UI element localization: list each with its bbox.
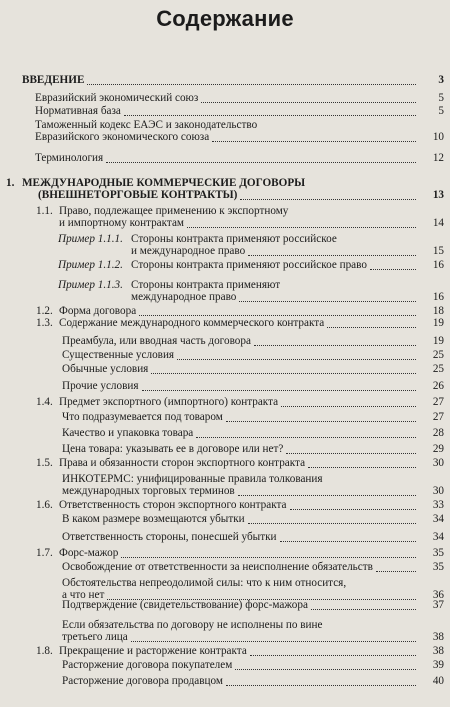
dot-leader <box>235 669 416 670</box>
dot-leader <box>311 609 416 610</box>
toc-entry <box>0 412 450 426</box>
page-number: 27 <box>432 396 444 408</box>
toc-entry <box>0 280 450 305</box>
toc-entry-title: Стороны контракта применяют российское <box>131 233 337 245</box>
page-number: 16 <box>432 259 444 271</box>
page-number: 3 <box>438 74 444 86</box>
dot-leader <box>124 115 416 116</box>
page-number: 13 <box>432 188 444 201</box>
toc-entry-title: Терминология <box>35 152 104 164</box>
page-number: 19 <box>432 335 444 347</box>
toc-entry-title: Что подразумевается под товаром <box>62 411 223 423</box>
toc-entry-title: Евразийского экономического союза <box>35 130 210 143</box>
toc-entry <box>0 458 450 472</box>
page-number: 28 <box>432 427 444 439</box>
section-number: 1.7. <box>36 547 53 559</box>
section-number: 1.1. <box>36 205 53 217</box>
toc-entry-title: Ответственность сторон экспортного контракта <box>59 499 287 511</box>
toc-entry <box>0 234 450 259</box>
toc-entry-title: Обычные условия <box>62 363 149 375</box>
page-number: 5 <box>438 105 444 117</box>
page-number: 29 <box>432 443 444 455</box>
dot-leader <box>308 467 416 468</box>
toc-entry-title: ИНКОТЕРМС: унифицированные правила толкования <box>62 473 323 485</box>
toc-entry-title: Качество и упаковка товара <box>62 427 194 439</box>
toc-entry-title: Существенные условия <box>62 349 175 361</box>
page-number: 25 <box>432 349 444 361</box>
page-number: 25 <box>432 363 444 375</box>
toc-entry <box>0 444 450 458</box>
toc-entry <box>0 500 450 514</box>
toc-entry-title: Если обязательства по договору не исполнены по вине <box>62 619 323 631</box>
dot-leader <box>238 495 416 496</box>
dot-leader <box>240 199 416 200</box>
dot-leader <box>370 269 416 270</box>
toc-entry-title: Таможенный кодекс ЕАЭС и законодательство <box>35 119 258 131</box>
page-number: 27 <box>432 411 444 423</box>
toc-entry <box>0 620 450 645</box>
page-number: 10 <box>432 130 444 143</box>
dot-leader <box>201 102 416 103</box>
dot-leader <box>290 509 416 510</box>
toc-entry-title: МЕЖДУНАРОДНЫЕ КОММЕРЧЕСКИЕ ДОГОВОРЫ <box>22 177 306 189</box>
toc-entry <box>0 660 450 674</box>
toc-entry-title: Прекращение и расторжение контракта <box>59 645 247 657</box>
dot-leader <box>106 162 416 163</box>
toc-entry-title: (ВНЕШНЕТОРГОВЫЕ КОНТРАКТЫ) <box>38 188 238 201</box>
dot-leader <box>196 437 416 438</box>
page-number: 34 <box>432 531 444 543</box>
toc-entry-title: а что нет <box>62 588 105 601</box>
toc-entry <box>0 532 450 546</box>
dot-leader <box>226 421 416 422</box>
page-number: 39 <box>432 659 444 671</box>
dot-leader <box>139 315 416 316</box>
toc-entry <box>0 428 450 442</box>
toc-entry <box>0 514 450 528</box>
section-number: 1.5. <box>36 457 53 469</box>
toc-entry <box>0 562 450 576</box>
dot-leader <box>248 523 416 524</box>
page-number: 33 <box>432 499 444 511</box>
dot-leader <box>286 453 416 454</box>
toc-entry-title: Цена товара: указывать ее в договоре или нет? <box>62 443 284 455</box>
page-number: 18 <box>432 305 444 317</box>
dot-leader <box>142 390 416 391</box>
example-label: Пример 1.1.2. <box>58 259 123 271</box>
toc-entry-title: Предмет экспортного (импортного) контракта <box>59 396 279 408</box>
page-title: Содержание <box>156 6 294 31</box>
toc-entry-title: Подтверждение (свидетельствование) форс-мажора <box>62 599 308 611</box>
dot-leader <box>87 84 416 85</box>
toc-entry-title: Освобождение от ответственности за неисполнение обязательств <box>62 561 373 573</box>
dot-leader <box>226 685 416 686</box>
dot-leader <box>281 406 416 407</box>
page-number: 37 <box>432 599 444 611</box>
section-number: 1.2. <box>36 305 53 317</box>
dot-leader <box>248 255 416 256</box>
toc-entry <box>0 153 450 167</box>
dot-leader <box>187 227 416 228</box>
dot-leader <box>250 655 416 656</box>
toc-entry <box>0 75 450 89</box>
toc-entry <box>0 120 450 145</box>
toc-entry-title: Расторжение договора покупателем <box>62 659 233 671</box>
dot-leader <box>131 641 416 642</box>
page-number: 16 <box>432 290 444 303</box>
example-label: Пример 1.1.1. <box>58 233 123 245</box>
toc-entry-title: ВВЕДЕНИЕ <box>22 74 85 86</box>
toc-entry-title: Форс-мажор <box>59 547 119 559</box>
page-number: 35 <box>432 561 444 573</box>
page-number: 19 <box>432 317 444 329</box>
page-number: 30 <box>432 484 444 497</box>
page-number: 34 <box>432 513 444 525</box>
toc-entry <box>0 676 450 690</box>
toc-entry-title: международных торговых терминов <box>62 484 235 497</box>
toc-entry-title: Нормативная база <box>35 105 121 117</box>
page-number: 38 <box>432 645 444 657</box>
toc-entry-title: Ответственность стороны, понесшей убытки <box>62 531 277 543</box>
page-number: 14 <box>432 216 444 229</box>
page-number: 35 <box>432 547 444 559</box>
toc-entry <box>0 260 450 274</box>
toc-entry <box>0 350 450 364</box>
dot-leader <box>254 345 416 346</box>
section-number: 1.3. <box>36 317 53 329</box>
toc-entry <box>0 206 450 231</box>
page-number: 15 <box>432 244 444 257</box>
toc-entry-title: Права и обязанности сторон экспортного контракта <box>59 457 306 469</box>
section-number: 1.6. <box>36 499 53 511</box>
toc-entry <box>0 364 450 378</box>
dot-leader <box>280 541 416 542</box>
toc-entry-title: третьего лица <box>62 630 128 643</box>
toc-entry-title: и международное право <box>131 244 246 257</box>
example-label: Пример 1.1.3. <box>58 279 123 291</box>
page-number: 12 <box>432 152 444 164</box>
toc-entry-title: В каком размере возмещаются убытки <box>62 513 245 525</box>
toc-entry <box>0 381 450 395</box>
toc-entry <box>0 600 450 614</box>
toc-entry <box>0 318 450 332</box>
dot-leader <box>327 327 416 328</box>
section-number: 1.8. <box>36 645 53 657</box>
dot-leader <box>177 359 416 360</box>
toc-entry <box>0 106 450 120</box>
toc-entry-title: Стороны контракта применяют <box>131 279 281 291</box>
toc-entry <box>0 178 450 203</box>
page-number: 40 <box>432 675 444 687</box>
toc-entry <box>0 474 450 499</box>
dot-leader <box>212 141 416 142</box>
dot-leader <box>151 373 416 374</box>
toc-entry-title: Стороны контракта применяют российское право <box>131 259 367 271</box>
toc-entry-title: Евразийский экономический союз <box>35 92 199 104</box>
page-number: 36 <box>432 588 444 601</box>
dot-leader <box>121 557 416 558</box>
toc-entry-title: Расторжение договора продавцом <box>62 675 223 687</box>
toc-entry-title: Право, подлежащее применению к экспортному <box>59 205 289 217</box>
page-number: 26 <box>432 380 444 392</box>
toc-entry <box>0 397 450 411</box>
toc-entry <box>0 336 450 350</box>
toc-entry-title: международное право <box>131 290 237 303</box>
dot-leader <box>376 571 416 572</box>
toc-entry-title: Форма договора <box>59 305 137 317</box>
section-number: 1.4. <box>36 396 53 408</box>
dot-leader <box>239 301 416 302</box>
section-number: 1. <box>6 177 15 189</box>
toc-entry-title: Содержание международного коммерческого контракта <box>59 317 325 329</box>
toc-entry-title: Преамбула, или вводная часть договора <box>62 335 251 347</box>
page-number: 38 <box>432 630 444 643</box>
toc-entry <box>0 646 450 660</box>
toc-entry-title: Обстоятельства непреодолимой силы: что к ним относится, <box>62 577 347 589</box>
page-number: 30 <box>432 457 444 469</box>
page-number: 5 <box>438 92 444 104</box>
toc-entry <box>0 548 450 562</box>
toc-entry-title: Прочие условия <box>62 380 139 392</box>
toc-entry-title: и импортному контрактам <box>59 216 184 229</box>
